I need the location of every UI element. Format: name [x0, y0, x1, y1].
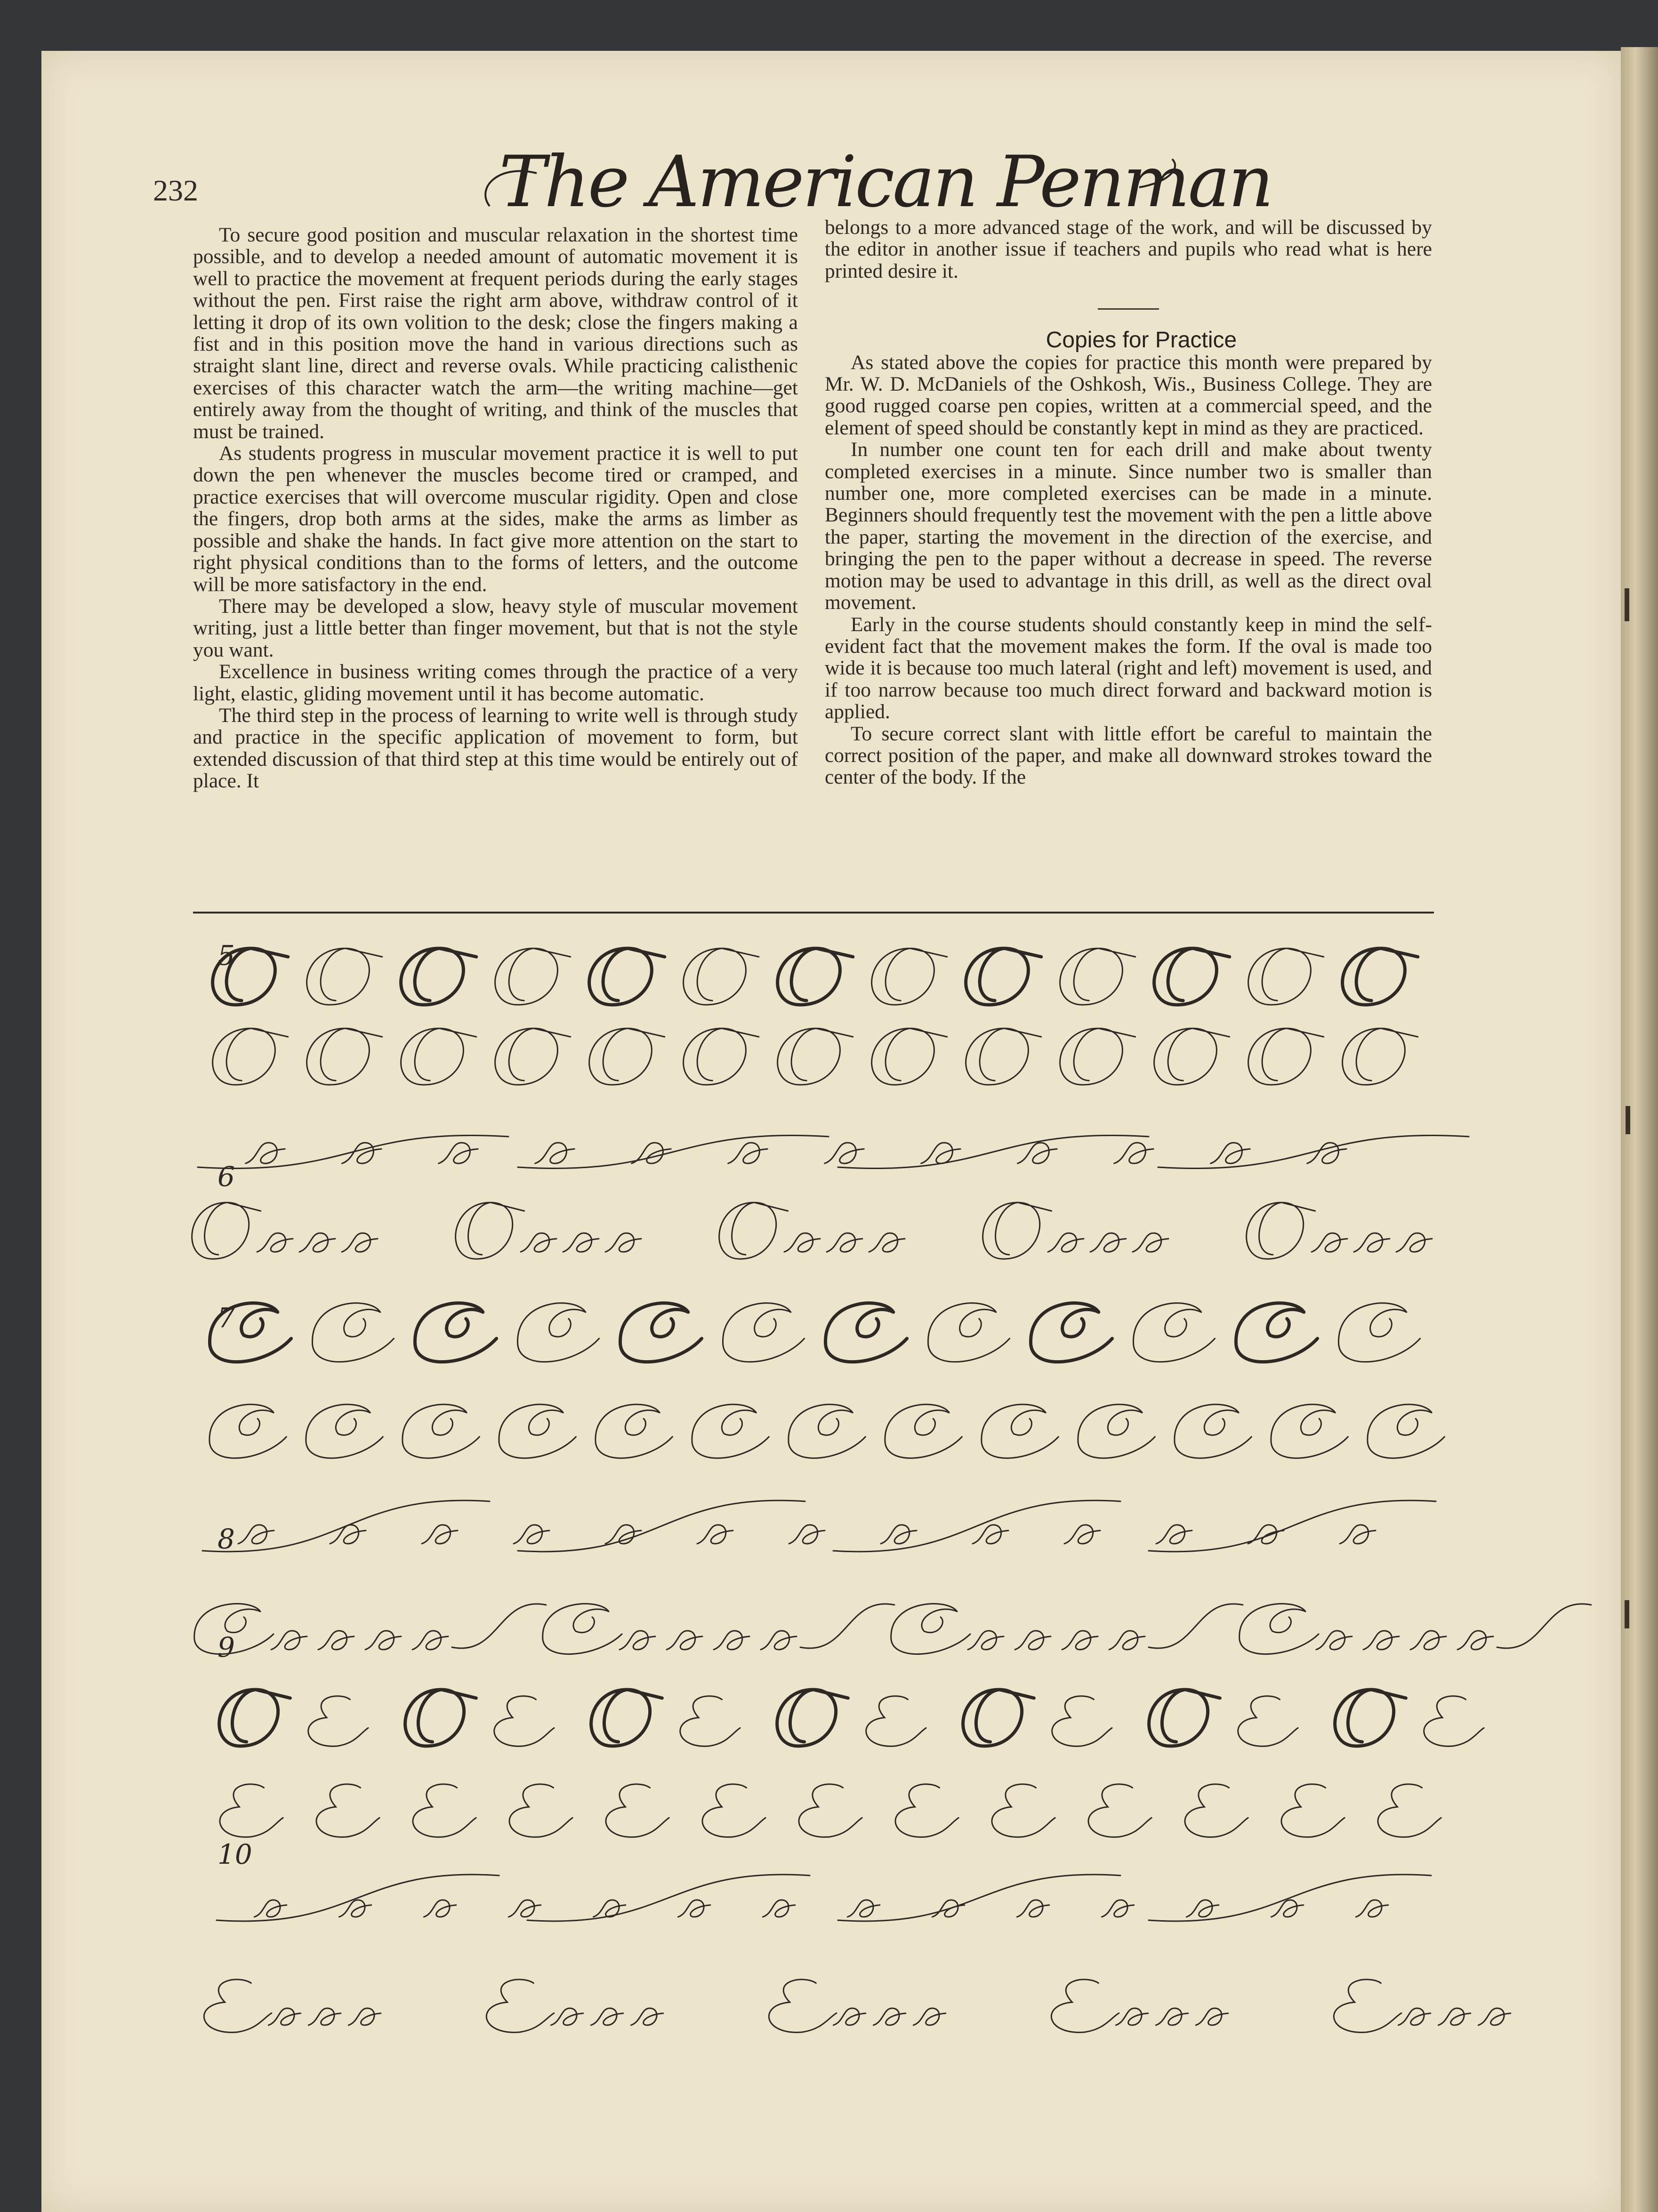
copy-number-9: 9	[217, 1631, 235, 1663]
capital-e-stroke	[1088, 1784, 1151, 1837]
small-c-stroke	[667, 1631, 702, 1650]
small-oval-stroke	[921, 1143, 961, 1163]
capital-e-stroke	[204, 1980, 271, 2032]
small-c-stroke	[1064, 1525, 1100, 1544]
oval-stroke	[684, 1028, 759, 1085]
right-column	[825, 216, 1432, 788]
capital-e-stroke	[702, 1784, 765, 1837]
paragraph: As stated above the copies for practice this month were prepared by Mr. W. D. McDaniels of the Oshkosh, Wis., Business College. They are good rugged coarse pen copies, written at a commercial speed, and the element of speed should be constantly kept in mind as they are practiced.	[825, 351, 1432, 439]
small-oval-stroke	[342, 1233, 378, 1252]
connecting-stroke	[1149, 1500, 1436, 1552]
small-c-stroke	[1156, 1525, 1192, 1544]
capital-e-stroke	[680, 1696, 740, 1747]
paragraph: Excellence in business writing comes through the practice of a very light, elastic, gliding movement until it has become automatic.	[193, 660, 798, 705]
c-oval-stroke	[209, 1404, 286, 1458]
small-oval-stroke	[1018, 1143, 1057, 1163]
c-oval-stroke	[789, 1404, 865, 1458]
oval-stroke	[872, 948, 947, 1005]
connecting-stroke	[1158, 1135, 1469, 1168]
small-e-stroke	[424, 1900, 456, 1917]
small-oval-stroke	[605, 1233, 641, 1252]
masthead-title: The American Penman	[499, 141, 1272, 223]
oval-stroke	[684, 948, 759, 1005]
oval-stroke	[1335, 1690, 1406, 1746]
oval-stroke	[401, 948, 476, 1005]
c-oval-stroke	[982, 1404, 1058, 1458]
oval-stroke	[591, 1690, 662, 1746]
oval-stroke	[872, 1028, 947, 1085]
small-oval-stroke	[1211, 1143, 1250, 1163]
copy-number-10: 10	[217, 1838, 252, 1870]
small-oval-stroke	[563, 1233, 599, 1252]
small-e-stroke	[1186, 1900, 1218, 1917]
small-c-stroke	[412, 1631, 448, 1650]
capital-e-stroke	[1051, 1980, 1119, 2032]
specimen-rows	[192, 948, 1591, 2032]
oval-stroke	[495, 948, 571, 1005]
capital-c-stroke	[543, 1604, 622, 1654]
c-oval-stroke	[723, 1303, 805, 1362]
copy-number-7: 7	[217, 1302, 235, 1334]
oval-stroke	[966, 948, 1041, 1005]
small-c-stroke	[1340, 1525, 1376, 1544]
copy-number-6: 6	[217, 1161, 235, 1193]
capital-e-stroke	[1238, 1696, 1298, 1747]
small-oval-stroke	[535, 1143, 575, 1163]
capital-e-stroke	[992, 1784, 1055, 1837]
oval-stroke	[589, 948, 665, 1005]
oval-stroke	[1154, 948, 1230, 1005]
horizontal-rule	[193, 912, 1434, 914]
oval-stroke	[307, 948, 382, 1005]
small-oval-stroke	[1354, 1233, 1390, 1252]
small-oval-stroke	[728, 1143, 768, 1163]
edge-mark	[1626, 1106, 1630, 1134]
small-e-stroke	[873, 2008, 905, 2025]
small-e-stroke	[631, 2008, 663, 2025]
connecting-stroke	[1149, 1604, 1243, 1648]
small-e-stroke	[1102, 1900, 1134, 1917]
small-oval-stroke	[869, 1233, 905, 1252]
small-oval-stroke	[246, 1143, 285, 1163]
small-oval-stroke	[299, 1233, 335, 1252]
c-oval-stroke	[885, 1404, 962, 1458]
small-e-stroke	[591, 2008, 623, 2025]
small-c-stroke	[1410, 1631, 1446, 1650]
oval-stroke	[1060, 1028, 1135, 1085]
oval-stroke	[1247, 1202, 1315, 1259]
small-oval-stroke	[825, 1143, 864, 1163]
c-oval-stroke	[1236, 1303, 1318, 1362]
small-oval-stroke	[1312, 1233, 1347, 1252]
c-oval-stroke	[826, 1303, 907, 1362]
small-e-stroke	[308, 2008, 340, 2025]
small-e-stroke	[348, 2008, 380, 2025]
oval-stroke	[192, 1202, 261, 1259]
paragraph: To secure correct slant with little effort be careful to maintain the correct position of the paper, and make all downward strokes toward the center of the body. If the	[825, 722, 1432, 789]
small-c-stroke	[620, 1631, 655, 1650]
oval-stroke	[1154, 1028, 1230, 1085]
oval-stroke	[778, 1028, 853, 1085]
c-oval-stroke	[620, 1303, 702, 1362]
capital-c-stroke	[891, 1604, 970, 1654]
capital-e-stroke	[866, 1696, 926, 1747]
small-c-stroke	[271, 1631, 307, 1650]
page-number: 232	[153, 174, 198, 207]
small-e-stroke	[551, 2008, 583, 2025]
small-c-stroke	[881, 1525, 917, 1544]
oval-stroke	[405, 1690, 476, 1746]
capital-e-stroke	[1378, 1784, 1441, 1837]
small-c-stroke	[1015, 1631, 1051, 1650]
small-c-stroke	[318, 1631, 354, 1650]
capital-e-stroke	[1334, 1980, 1401, 2032]
small-e-stroke	[1398, 2008, 1430, 2025]
paragraph: As students progress in muscular movement practice it is well to put down the pen whenever the muscles become tired or cramped, and practice exercises that will overcome muscular rigidity. Open and close the fingers, drop both arms at the sides, make the arms as limber as possible and shake the hands. In fact give more attention on the start to right physical conditions than to the forms of letters, and the outcome will be more satisfactory in the end.	[193, 442, 798, 596]
edge-mark	[1625, 1600, 1629, 1628]
small-c-stroke	[789, 1525, 825, 1544]
c-oval-stroke	[1078, 1404, 1155, 1458]
oval-stroke	[983, 1202, 1052, 1259]
small-c-stroke	[1363, 1631, 1399, 1650]
edge-mark	[1625, 588, 1629, 621]
c-oval-stroke	[1031, 1303, 1112, 1362]
paragraph: The third step in the process of learning to write well is through study and practice in the specific application of movement to form, but extended discussion of that third step at this time would be entirely out of place. It	[193, 704, 798, 793]
c-oval-stroke	[692, 1404, 769, 1458]
oval-stroke	[456, 1202, 524, 1259]
small-oval-stroke	[257, 1233, 293, 1252]
oval-stroke	[219, 1690, 290, 1746]
small-c-stroke	[238, 1525, 274, 1544]
oval-stroke	[1248, 1028, 1324, 1085]
small-c-stroke	[330, 1525, 366, 1544]
small-oval-stroke	[784, 1233, 820, 1252]
capital-e-stroke	[606, 1784, 669, 1837]
paragraph: In number one count ten for each drill and make about twenty completed exercises in a minute. Since number two is smaller than number one, more completed exercises can be made in a minute. Beginners should frequently test the movement with the pen a little above the paper, starting the movement in the direction of the exercise, and bringing the pen to the paper without a decrease in speed. The reverse motion may be used to advantage in this drill, as well as the direct oval movement.	[825, 438, 1432, 614]
c-oval-stroke	[1368, 1404, 1444, 1458]
c-oval-stroke	[1339, 1303, 1420, 1362]
oval-stroke	[777, 1690, 848, 1746]
small-oval-stroke	[1114, 1143, 1154, 1163]
small-e-stroke	[833, 2008, 865, 2025]
connecting-stroke	[518, 1135, 829, 1168]
small-c-stroke	[968, 1631, 1004, 1650]
paragraph-continuation: belongs to a more advanced stage of the work, and will be discussed by the editor in another issue if teachers and pupils who read what is here printed desire it.	[825, 216, 1432, 282]
small-c-stroke	[714, 1631, 749, 1650]
small-oval-stroke	[827, 1233, 862, 1252]
small-e-stroke	[1356, 1900, 1388, 1917]
small-oval-stroke	[521, 1233, 556, 1252]
capital-e-stroke	[895, 1784, 958, 1837]
section-heading: Copies for Practice	[1046, 328, 1237, 353]
small-e-stroke	[847, 1900, 879, 1917]
c-oval-stroke	[596, 1404, 672, 1458]
small-c-stroke	[1109, 1631, 1145, 1650]
capital-e-stroke	[1185, 1784, 1248, 1837]
small-e-stroke	[913, 2008, 945, 2025]
capital-c-stroke	[1239, 1604, 1319, 1654]
c-oval-stroke	[306, 1404, 383, 1458]
oval-stroke	[1060, 948, 1135, 1005]
small-e-stroke	[1116, 2008, 1148, 2025]
small-c-stroke	[697, 1525, 733, 1544]
c-oval-stroke	[518, 1303, 599, 1362]
capital-e-stroke	[308, 1696, 368, 1747]
small-c-stroke	[761, 1631, 797, 1650]
c-oval-stroke	[313, 1303, 394, 1362]
oval-stroke	[1343, 948, 1418, 1005]
capital-e-stroke	[413, 1784, 476, 1837]
copy-number-5: 5	[217, 939, 235, 971]
connecting-stroke	[800, 1604, 894, 1648]
c-oval-stroke	[1271, 1404, 1348, 1458]
oval-stroke	[495, 1028, 571, 1085]
left-column	[193, 224, 798, 792]
capital-e-stroke	[494, 1696, 554, 1747]
page-edge	[1621, 47, 1658, 2212]
small-oval-stroke	[1048, 1233, 1084, 1252]
small-c-stroke	[422, 1525, 458, 1544]
paragraph: There may be developed a slow, heavy style of muscular movement writing, just a little better than finger movement, but that is not the style you want.	[193, 594, 798, 661]
connecting-stroke	[452, 1604, 546, 1648]
c-oval-stroke	[928, 1303, 1010, 1362]
c-oval-stroke	[402, 1404, 479, 1458]
capital-e-stroke	[1052, 1696, 1112, 1747]
c-oval-stroke	[499, 1404, 576, 1458]
oval-stroke	[307, 1028, 382, 1085]
connecting-stroke	[518, 1500, 805, 1552]
small-c-stroke	[514, 1525, 549, 1544]
small-c-stroke	[1316, 1631, 1352, 1650]
small-c-stroke	[365, 1631, 401, 1650]
small-e-stroke	[678, 1900, 710, 1917]
small-c-stroke	[973, 1525, 1008, 1544]
oval-stroke	[719, 1202, 788, 1259]
small-e-stroke	[1196, 2008, 1228, 2025]
capital-e-stroke	[486, 1980, 554, 2032]
small-oval-stroke	[1396, 1233, 1432, 1252]
oval-stroke	[778, 948, 853, 1005]
oval-stroke	[1149, 1690, 1220, 1746]
capital-e-stroke	[799, 1784, 862, 1837]
oval-stroke	[1248, 948, 1324, 1005]
small-c-stroke	[1062, 1631, 1098, 1650]
capital-e-stroke	[1281, 1784, 1344, 1837]
small-e-stroke	[268, 2008, 300, 2025]
c-oval-stroke	[415, 1303, 497, 1362]
capital-e-stroke	[509, 1784, 572, 1837]
connecting-stroke	[833, 1500, 1120, 1552]
oval-stroke	[401, 1028, 476, 1085]
copy-number-8: 8	[217, 1523, 235, 1555]
small-e-stroke	[254, 1900, 286, 1917]
oval-stroke	[589, 1028, 665, 1085]
capital-e-stroke	[220, 1784, 283, 1837]
capital-e-stroke	[316, 1784, 379, 1837]
connecting-stroke	[838, 1875, 1120, 1921]
oval-stroke	[1343, 1028, 1418, 1085]
c-oval-stroke	[1134, 1303, 1215, 1362]
penmanship-copies	[188, 922, 1459, 2071]
capital-e-stroke	[769, 1980, 836, 2032]
c-oval-stroke	[1175, 1404, 1251, 1458]
paragraph: Early in the course students should constantly keep in mind the self-evident fact that the movement makes the form. If the oval is made too wide it is because too much lateral (right and left) movement is used, and if too narrow because too much direct forward and backward motion is applied.	[825, 613, 1432, 723]
small-oval-stroke	[439, 1143, 478, 1163]
paragraph: To secure good position and muscular relaxation in the shortest time possible, and to develop a needed amount of automatic movement it is well to practice the movement at frequent periods during the early stages without the pen. First raise the right arm above, withdraw control of it letting it drop of its own volition to the desk; close the fingers making a fist and in this position move the hand in various directions such as straight slant line, direct and reverse ovals. While practicing calisthenic exercises of this character watch the arm—the writing machine—get entirely away from the thought of writing, and think of the muscles that must be trained.	[193, 224, 798, 443]
small-e-stroke	[1156, 2008, 1188, 2025]
small-e-stroke	[508, 1900, 540, 1917]
section-divider	[1098, 308, 1159, 310]
small-e-stroke	[763, 1900, 795, 1917]
oval-stroke	[213, 1028, 288, 1085]
small-e-stroke	[1017, 1900, 1049, 1917]
oval-stroke	[966, 1028, 1041, 1085]
small-oval-stroke	[1090, 1233, 1126, 1252]
small-oval-stroke	[1133, 1233, 1168, 1252]
oval-stroke	[963, 1690, 1034, 1746]
connecting-stroke	[838, 1135, 1149, 1168]
